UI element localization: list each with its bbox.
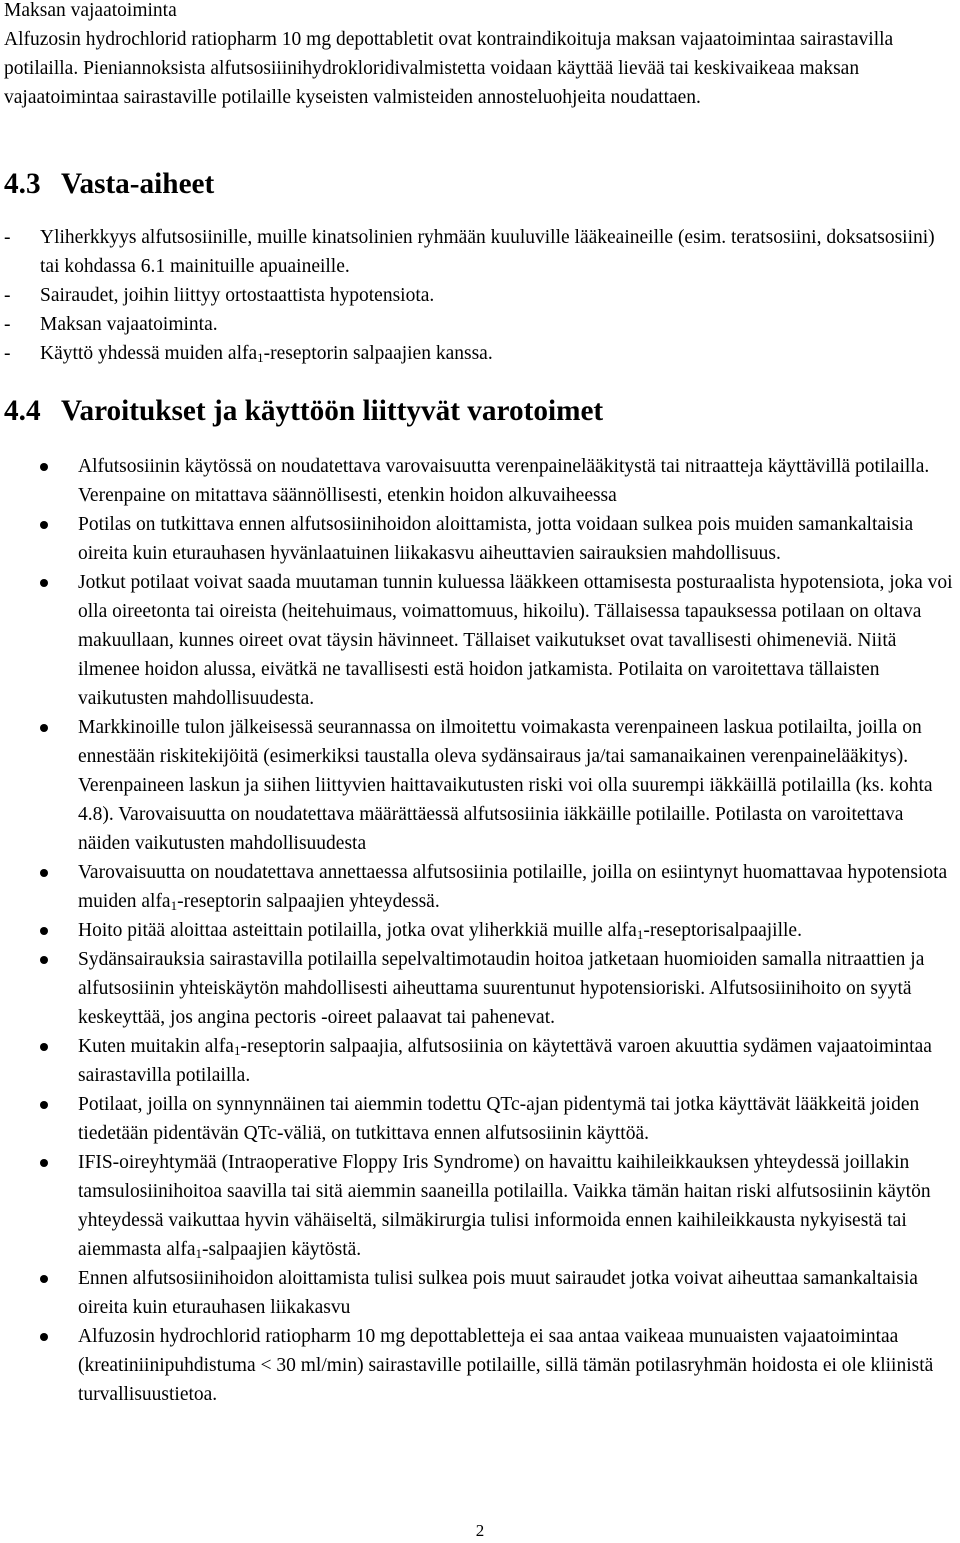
list-item: [4, 1148, 956, 1264]
text-fragment: -reseptorin salpaajien yhteydessä.: [177, 891, 440, 912]
section-title: Vasta-aiheet: [61, 168, 215, 200]
list-item-text: [78, 920, 802, 941]
bullet-icon: [40, 521, 48, 529]
list-item: [4, 916, 956, 945]
bullet-icon: [40, 1275, 48, 1283]
bullet-icon: [40, 724, 48, 732]
list-item-text: Alfuzosin hydrochlorid ratiopharm 10 mg depottabletteja ei saa antaa vaikeaa munuaisten vajaatoimintaa (kreatiniinipuhdistuma < 30 ml/min) sairastaville potilaille, sillä tämän potilasryhmän hoidosta ei ole kliinistä turvallisuustietoa.: [78, 1326, 934, 1405]
list-item-text: Sydänsairauksia sairastavilla potilailla sepelvaltimotaudin hoitoa jatketaan huomioiden samalla nitraattien ja alfutsosiinin yhteiskäytön mahdollisesti aiheuttama suurentunut hypotensioriski. Alfutsosiinihoito on syytä keskeyttää, jos angina pectoris -oireet palaavat tai pahenevat.: [78, 949, 925, 1028]
list-item: [4, 568, 956, 713]
text-fragment: IFIS-oireyhtymää (Intraoperative Floppy Iris Syndrome) on havaittu kaihileikkauksen yhteydessä joillakin tamsulosiinihoitoa saavilla tai sitä aiemmin saaneilla potilailla. Vaikka tämän haitan riski alfutsosiinin käytön yhteydessä vaikuttaa hyvin vähäiseltä, silmäkirurgia tulisi informoida ennen kaihileikkausta nykyisestä tai aiemmasta alfa: [78, 1152, 931, 1260]
warnings-list: [4, 452, 956, 1409]
dash-marker: -: [4, 314, 11, 335]
page-number: 2: [475, 1521, 485, 1540]
dash-marker: -: [4, 285, 11, 306]
list-item: [4, 223, 954, 281]
list-item: [4, 858, 956, 916]
subscript: 1: [233, 1043, 241, 1058]
bullet-icon: [40, 1159, 48, 1167]
section-title: Varoitukset ja käyttöön liittyvät varotoimet: [61, 395, 604, 427]
text-fragment: Kuten muitakin alfa: [78, 1036, 234, 1057]
list-item-text: Sairaudet, joihin liittyy ortostaattista hypotensiota.: [40, 285, 435, 306]
list-item: [4, 1090, 956, 1148]
list-item: [4, 1322, 956, 1409]
list-item: [4, 281, 954, 310]
list-item-text: [40, 343, 493, 364]
text-fragment: -reseptorisalpaajille.: [643, 920, 802, 941]
subscript: 1: [170, 898, 178, 913]
contraindications-list: [4, 223, 954, 368]
list-item: [4, 1032, 956, 1090]
text-fragment: -reseptorin salpaajien kanssa.: [263, 343, 493, 364]
bullet-icon: [40, 956, 48, 964]
list-item-text: Markkinoille tulon jälkeisessä seurannassa on ilmoitettu voimakasta verenpaineen laskua potilailta, joilla on ennestään riskitekijöitä (esimerkiksi taustalla oleva sydänsairaus ja/tai samanaikainen verenpainelääkitys). Verenpaineen laskun ja siihen liittyvien haittavaikutusten riski voi olla suurempi iäkkäillä potilailla (ks. kohta 4.8). Varovaisuutta on noudatettava määrättäessä alfutsosiinia iäkkäille potilaille. Potilasta on varoitettava näiden vaikutusten mahdollisuudesta: [78, 717, 933, 854]
list-item-text: [78, 862, 947, 912]
list-item: [4, 1264, 956, 1322]
list-item: [4, 339, 954, 368]
section-number: 4.3: [4, 168, 41, 200]
bullet-icon: [40, 1333, 48, 1341]
bullet-icon: [40, 579, 48, 587]
list-item-text: [78, 1152, 931, 1260]
list-item-text: Ennen alfutsosiinihoidon aloittamista tulisi sulkea pois muut sairaudet jotka voivat aiheuttaa samankaltaisia oireita kuin eturauhasen liikakasvu: [78, 1268, 918, 1318]
dash-marker: -: [4, 343, 11, 364]
list-item: [4, 510, 956, 568]
subsection-title: Maksan vajaatoiminta: [4, 0, 177, 21]
bullet-icon: [40, 869, 48, 877]
list-item: [4, 713, 956, 858]
bullet-icon: [40, 1101, 48, 1109]
bullet-icon: [40, 927, 48, 935]
text-fragment: Hoito pitää aloittaa asteittain potilailla, jotka ovat yliherkkiä muille alfa: [78, 920, 637, 941]
text-fragment: -reseptorin salpaajia, alfutsosiinia on käytettävä varoen akuuttia sydämen vajaatoimintaa sairastavilla potilailla.: [78, 1036, 932, 1086]
section-heading-warnings: [4, 397, 603, 426]
list-item-text: Yliherkkyys alfutsosiinille, muille kinatsolinien ryhmään kuuluville lääkeaineille (esim. teratsosiini, doksatsosiini) tai kohdassa 6.1 mainituille apuaineille.: [40, 227, 935, 277]
bullet-icon: [40, 463, 48, 471]
paragraph: Alfuzosin hydrochlorid ratiopharm 10 mg depottabletit ovat kontraindikoituja maksan vajaatoimintaa sairastavilla potilailla. Pieniannoksista alfutsosiiinihydrokloridivalmistetta voidaan käyttää lievää tai keskivaikeaa maksan vajaatoimintaa sairastaville potilaille kyseisten valmisteiden annosteluohjeita noudattaen.: [4, 29, 894, 108]
list-item-text: Jotkut potilaat voivat saada muutaman tunnin kuluessa lääkkeen ottamisesta posturaalista hypotensiota, joka voi olla oireetonta tai oireista (heitehuimaus, voimattomuus, hikoilu). Tällaisessa tapauksessa potilaan on oltava makuullaan, kunnes oireet ovat täysin hävinneet. Tällaiset vaikutukset ovat tavallisesti ohimeneviä. Niitä ilmenee hoidon alussa, eivätkä ne tavallisesti estä hoidon jatkamista. Potilaita on varoitettava tällaisten vaikutusten mahdollisuudesta.: [78, 572, 953, 709]
list-item-text: [78, 1036, 932, 1086]
section-heading-contraindications: [4, 170, 214, 199]
list-item-text: Maksan vajaatoiminta.: [40, 314, 218, 335]
section-number: 4.4: [4, 395, 41, 427]
text-fragment: Varovaisuutta on noudatettava annettaessa alfutsosiinia potilaille, joilla on esiintynyt huomattavaa hypotensiota muiden alfa: [78, 862, 948, 912]
text-fragment: Käyttö yhdessä muiden alfa: [40, 343, 258, 364]
list-item-text: Potilaat, joilla on synnynnäinen tai aiemmin todettu QTc-ajan pidentymä tai jotka käyttävät lääkkeitä joiden tiedetään pidentävän QTc-väliä, on tutkittava ennen alfutsosiinin käyttöä.: [78, 1094, 920, 1144]
list-item-text: Potilas on tutkittava ennen alfutsosiinihoidon aloittamista, jotta voidaan sulkea pois muiden samankaltaisia oireita kuin eturauhasen hyvänlaatuinen liikakasvu aiheuttavien sairauksien mahdollisuus.: [78, 514, 914, 564]
text-fragment: -salpaajien käytöstä.: [201, 1239, 362, 1260]
dash-marker: -: [4, 227, 11, 248]
subscript: 1: [636, 927, 644, 942]
bullet-icon: [40, 1043, 48, 1051]
list-item-text: Alfutsosiinin käytössä on noudatettava varovaisuutta verenpainelääkitystä tai nitraatteja käyttävillä potilailla. Verenpaine on mitattava säännöllisesti, etenkin hoidon alkuvaiheessa: [78, 456, 930, 506]
list-item: [4, 452, 956, 510]
subscript: 1: [195, 1246, 202, 1261]
list-item: [4, 310, 954, 339]
subscript: 1: [257, 350, 264, 365]
liver-impairment-section: [4, 0, 954, 112]
list-item: [4, 945, 956, 1032]
